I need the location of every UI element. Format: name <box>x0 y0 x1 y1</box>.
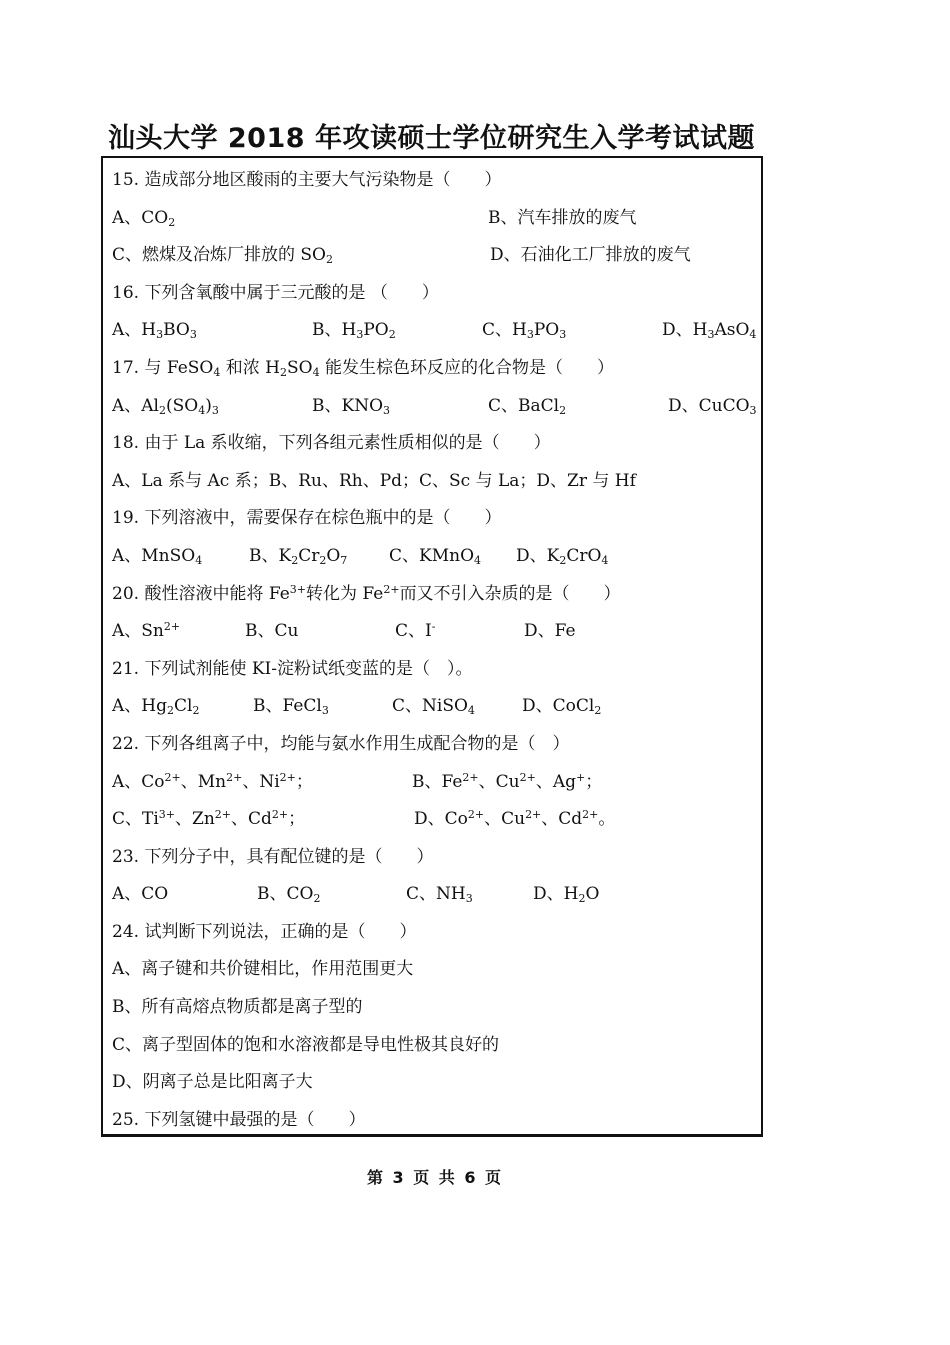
text-run: (SO <box>166 395 199 416</box>
subscript: 2 <box>159 403 166 417</box>
subscript: 2 <box>559 403 567 417</box>
question-line: 15. 造成部分地区酸雨的主要大气污染物是（ ） <box>112 170 502 190</box>
subscript: 3 <box>559 328 567 342</box>
text-run: B、K <box>249 545 292 566</box>
question-line: A、离子键和共价键相比，作用范围更大 <box>112 959 414 980</box>
superscript: 3+ <box>158 808 176 822</box>
text-run: D、H <box>662 320 708 341</box>
text-run: C、Ti <box>112 809 159 830</box>
page-title: 汕头大学 2018 年攻读硕士学位研究生入学考试试题 <box>108 123 755 154</box>
text-run: C、H <box>482 320 527 341</box>
subscript: 4 <box>213 365 221 379</box>
question-line: B、所有高熔点物质都是离子型的 <box>112 997 363 1018</box>
answer-option <box>112 613 180 651</box>
subscript: 3 <box>749 403 757 417</box>
text-run: 、Zn <box>175 809 215 830</box>
answer-option <box>312 312 396 350</box>
text-run: 能发生棕色环反应的化合物是（ ） <box>319 357 614 378</box>
options-line <box>112 237 758 275</box>
text-run: 。 <box>598 809 616 830</box>
text-run: A、CO <box>112 207 169 228</box>
subscript: 2 <box>326 253 333 267</box>
answer-option <box>395 613 435 651</box>
text-run: O <box>326 545 341 566</box>
text-run: A、Co <box>112 771 165 792</box>
text-run: A、Al <box>112 395 159 416</box>
answer-option <box>112 388 219 426</box>
text-run: A、MnSO <box>112 545 196 566</box>
subscript: 3 <box>321 704 329 718</box>
question-line: 21. 下列试剂能使 KI-淀粉试纸变蓝的是（ ）。 <box>112 658 473 679</box>
question-line: D、阴离子总是比阳离子大 <box>112 1072 313 1093</box>
text-run: D、K <box>516 545 560 566</box>
text-run: 、Ni <box>242 771 280 792</box>
options-line <box>112 613 758 651</box>
answer-option <box>524 613 576 651</box>
answer-option <box>389 538 481 576</box>
subscript: 7 <box>340 553 348 567</box>
text-run: B、H <box>312 320 357 341</box>
superscript: 2+ <box>462 770 479 784</box>
answer-option <box>249 538 347 576</box>
subscript: 2 <box>192 704 200 718</box>
text-run: B、Fe <box>412 771 463 792</box>
text-run: O <box>585 884 600 905</box>
text-run: 、Ag <box>535 771 576 792</box>
answer-option <box>112 876 168 914</box>
answer-option <box>112 237 333 275</box>
subscript: 4 <box>467 704 475 718</box>
text-run: C、BaCl <box>488 395 560 416</box>
subscript: 3 <box>356 328 364 342</box>
text-run: B、KNO <box>312 395 384 416</box>
subscript: 2 <box>319 553 327 567</box>
question-line: 25. 下列氢键中最强的是（ ） <box>112 1109 366 1130</box>
question-line: 16. 下列含氧酸中属于三元酸的是 （ ） <box>112 282 439 303</box>
superscript: 3+ <box>289 582 306 596</box>
question-line: 24. 试判断下列说法，正确的是（ ） <box>112 921 417 942</box>
subscript: 4 <box>312 365 320 379</box>
text-run: PO <box>363 320 389 341</box>
answer-option <box>253 688 329 726</box>
text-run: 、Cd <box>231 809 272 830</box>
options-line <box>112 876 758 914</box>
text-run: 17. 与 FeSO <box>112 357 214 378</box>
text-run: 而又不引入杂质的是（ ） <box>399 583 621 604</box>
text-run: 20. 酸性溶液中能将 Fe <box>112 583 290 604</box>
options-line <box>112 312 758 350</box>
text-run: D、石油化工厂排放的废气 <box>490 245 691 266</box>
question-line: 19. 下列溶液中，需要保存在棕色瓶中的是（ ） <box>112 508 502 529</box>
subscript: 3 <box>156 328 164 342</box>
answer-option <box>112 312 197 350</box>
subscript: 2 <box>578 892 586 906</box>
answer-option <box>412 764 602 802</box>
answer-option <box>112 801 305 839</box>
question-list <box>112 162 758 1139</box>
options-line <box>112 200 758 238</box>
text-run: C、KMnO <box>389 545 474 566</box>
answer-option <box>488 200 637 238</box>
subscript: 2 <box>291 553 299 567</box>
text-run: D、Fe <box>524 621 576 642</box>
subscript: 4 <box>601 553 609 567</box>
answer-option <box>112 538 202 576</box>
options-line <box>112 388 758 426</box>
superscript: 2+ <box>214 808 231 822</box>
superscript: 2+ <box>467 808 485 822</box>
answer-option <box>245 613 298 651</box>
answer-option <box>112 200 175 238</box>
text-run: B、FeCl <box>253 696 322 717</box>
text-run: ； <box>288 809 306 830</box>
superscript: 2+ <box>525 808 542 822</box>
subscript: 4 <box>749 328 757 342</box>
text-run: C、燃煤及冶炼厂排放的 SO <box>112 245 326 266</box>
question-line: A、La 系与 Ac 系；B、Ru、Rh、Pd；C、Sc 与 La；D、Zr 与 Hf <box>112 470 636 491</box>
superscript: 2+ <box>582 808 599 822</box>
subscript: 4 <box>198 403 206 417</box>
options-line <box>112 688 758 726</box>
question-line: 22. 下列各组离子中，均能与氨水作用生成配合物的是（ ） <box>112 733 570 754</box>
answer-option <box>522 688 601 726</box>
subscript: 3 <box>383 403 391 417</box>
answer-option <box>414 801 615 839</box>
text-run: B、汽车排放的废气 <box>488 207 637 228</box>
question-line: 18. 由于 La 系收缩，下列各组元素性质相似的是（ ） <box>112 433 551 454</box>
superscript: 2+ <box>226 770 243 784</box>
subscript: 2 <box>168 215 176 229</box>
text-run: AsO <box>714 320 750 341</box>
text-run: 、Cu <box>484 809 526 830</box>
text-run: 、Mn <box>180 771 227 792</box>
text-run: C、NH <box>406 884 466 905</box>
text-run: C、NiSO <box>392 696 468 717</box>
answer-option <box>406 876 473 914</box>
superscript: 2+ <box>519 770 536 784</box>
subscript: 2 <box>559 553 567 567</box>
subscript: 2 <box>313 892 321 906</box>
text-run: ) <box>205 395 212 416</box>
question-line: 23. 下列分子中，具有配位键的是（ ） <box>112 846 434 867</box>
subscript: 3 <box>707 328 715 342</box>
question-line <box>112 576 758 614</box>
answer-option <box>257 876 320 914</box>
text-run: ； <box>295 771 313 792</box>
answer-option <box>533 876 599 914</box>
answer-option <box>662 312 756 350</box>
text-run: D、CuCO <box>668 395 750 416</box>
subscript: 2 <box>388 328 396 342</box>
text-run: A、H <box>112 320 157 341</box>
answer-option <box>668 388 757 426</box>
text-run: A、Sn <box>112 621 164 642</box>
subscript: 3 <box>211 403 219 417</box>
subscript: 3 <box>526 328 534 342</box>
text-run: 和浓 H <box>220 357 280 378</box>
answer-option <box>482 312 566 350</box>
question-frame <box>101 156 763 1137</box>
text-run: PO <box>533 320 560 341</box>
text-run: Cl <box>173 696 193 717</box>
text-run: A、Hg <box>112 696 167 717</box>
superscript: 2+ <box>163 620 181 634</box>
text-run: SO <box>287 357 313 378</box>
question-line <box>112 350 758 388</box>
answer-option <box>516 538 608 576</box>
text-run: CrO <box>566 545 602 566</box>
text-run: BO <box>163 320 190 341</box>
options-line <box>112 801 758 839</box>
superscript: 2+ <box>383 582 400 596</box>
text-run: B、Cu <box>245 621 299 642</box>
page-number: 第 3 页 共 6 页 <box>366 1168 504 1187</box>
text-run: D、H <box>533 884 579 905</box>
text-run: D、CoCl <box>522 696 595 717</box>
subscript: 3 <box>465 892 473 906</box>
options-line <box>112 538 758 576</box>
text-run: Cr <box>298 545 320 566</box>
text-run: B、CO <box>257 884 314 905</box>
answer-option <box>392 688 475 726</box>
answer-option <box>488 388 566 426</box>
superscript: 2+ <box>164 770 181 784</box>
superscript: 2+ <box>279 770 296 784</box>
text-run: 转化为 Fe <box>306 583 384 604</box>
question-line: C、离子型固体的饱和水溶液都是导电性极其良好的 <box>112 1034 500 1055</box>
options-line <box>112 764 758 802</box>
subscript: 4 <box>195 553 203 567</box>
text-run: 、Cd <box>541 809 583 830</box>
superscript: - <box>431 620 436 634</box>
subscript: 2 <box>594 704 602 718</box>
answer-option <box>490 237 691 275</box>
answer-option <box>312 388 390 426</box>
subscript: 2 <box>166 704 174 718</box>
answer-option <box>112 764 313 802</box>
superscript: + <box>576 770 586 784</box>
subscript: 2 <box>280 365 287 379</box>
text-run: A、CO <box>112 884 169 905</box>
text-run: ； <box>585 771 603 792</box>
text-run: D、Co <box>414 809 468 830</box>
superscript: 2+ <box>271 808 289 822</box>
text-run: 、Cu <box>478 771 520 792</box>
subscript: 4 <box>474 553 481 567</box>
answer-option <box>112 688 199 726</box>
subscript: 3 <box>189 328 197 342</box>
text-run: C、I <box>395 621 432 642</box>
